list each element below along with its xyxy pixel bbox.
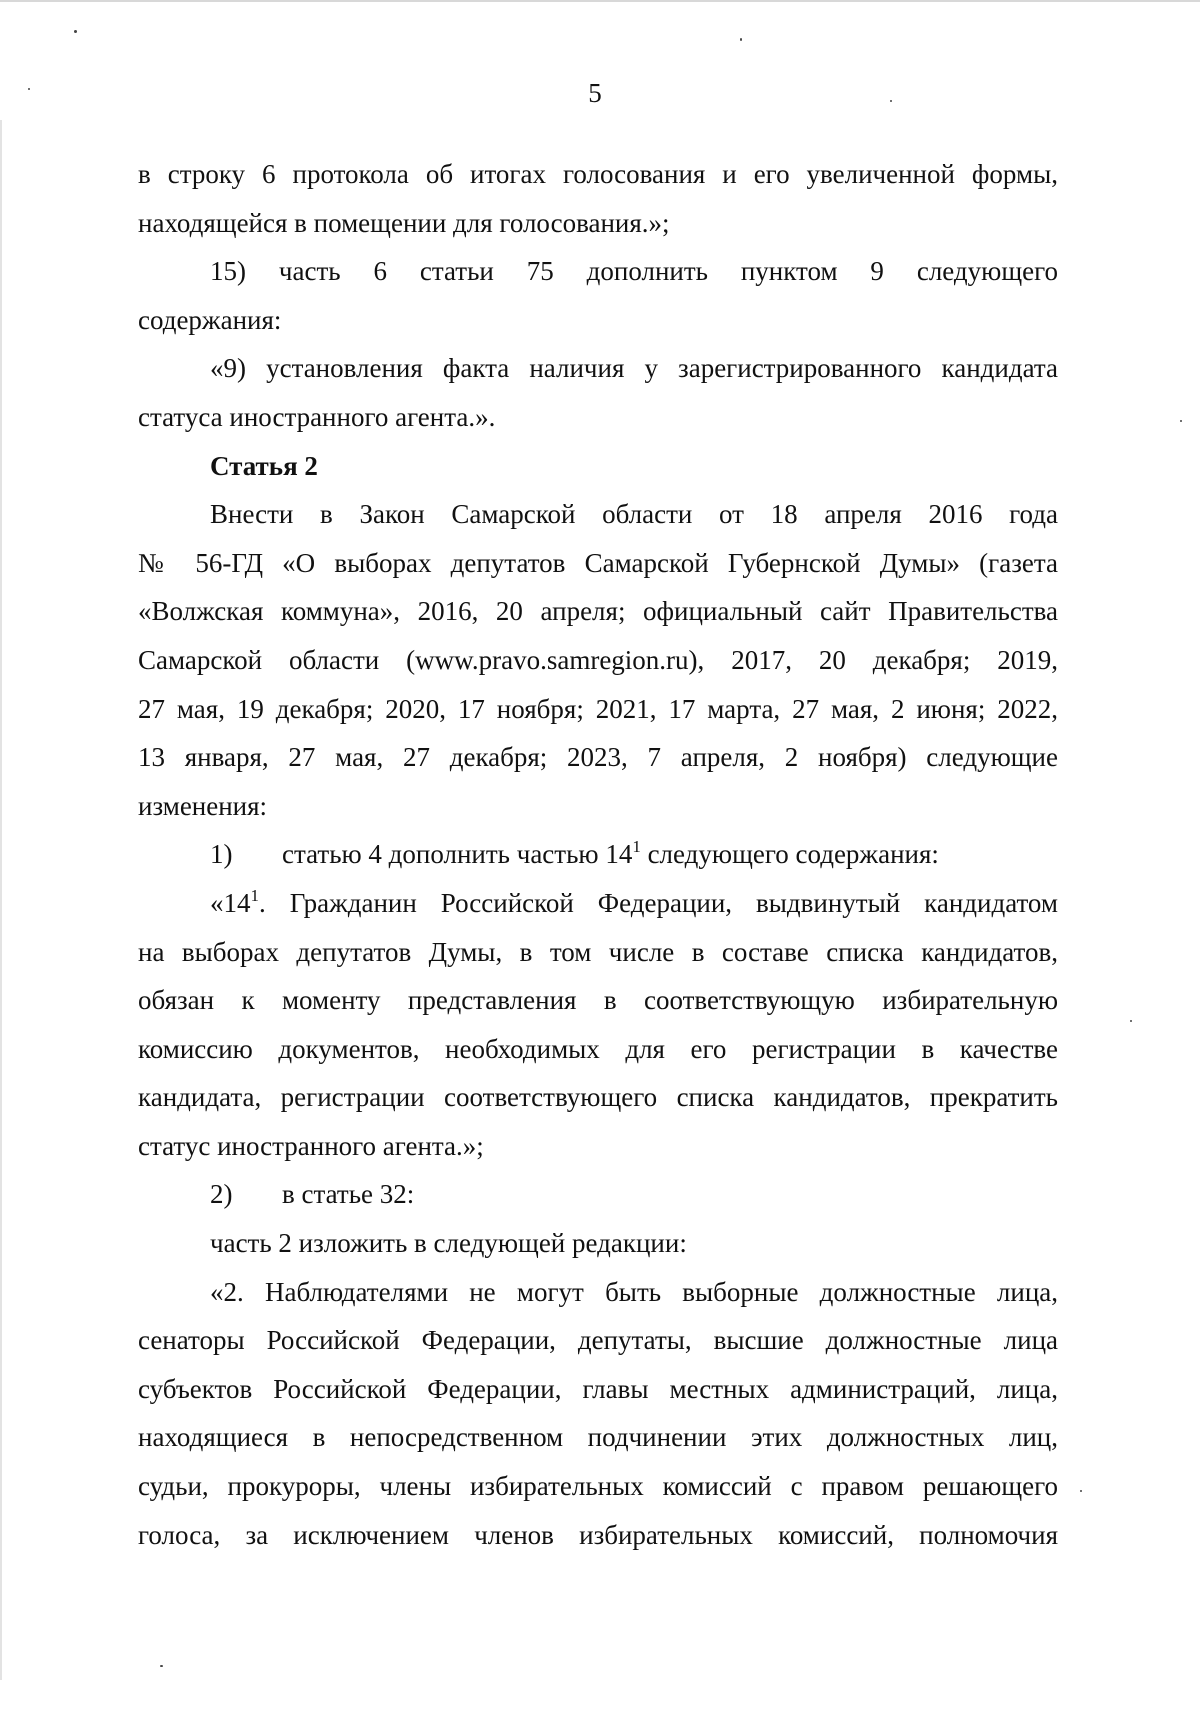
- text-line: находящейся в помещении для голосования.»;: [138, 207, 670, 238]
- scan-speck: [890, 100, 892, 102]
- paragraph: [138, 879, 1058, 1171]
- text-line: на выборах депутатов Думы, в том числе в составе списка кандидатов,: [138, 936, 1058, 967]
- text-line: находящиеся в непосредственном подчинении этих должностных лиц,: [138, 1422, 1058, 1453]
- item-number: 15): [210, 256, 246, 287]
- paragraph: [138, 150, 1058, 247]
- text-line: «Волжская коммуна», 2016, 20 апреля; официальный сайт Правительства: [138, 596, 1058, 627]
- scan-speck: [1180, 420, 1182, 422]
- text-fragment: следующего содержания:: [640, 839, 939, 870]
- text-line: [138, 247, 1058, 296]
- superscript: 1: [250, 885, 259, 905]
- text-line: 27 мая, 19 декабря; 2020, 17 ноября; 2021, 17 марта, 27 мая, 2 июня; 2022,: [138, 693, 1058, 724]
- scan-speck: [160, 1665, 163, 1667]
- paragraph: [138, 490, 1058, 830]
- text-fragment: часть 2 изложить в следующей редакции:: [210, 1228, 687, 1259]
- text-line: субъектов Российской Федерации, главы местных администраций, лица,: [138, 1373, 1058, 1404]
- scan-speck: [1130, 1020, 1132, 1022]
- paragraph: [138, 344, 1058, 441]
- text-line: 13 января, 27 мая, 27 декабря; 2023, 7 апреля, 2 ноября) следующие: [138, 742, 1058, 773]
- text-fragment: «14: [210, 887, 251, 918]
- text-line: статуса иностранного агента.».: [138, 401, 496, 432]
- text-fragment: статью 4 дополнить частью 14: [282, 839, 633, 870]
- scan-speck: [1080, 1490, 1082, 1492]
- text-fragment: . Гражданин Российской Федерации, выдвинутый кандидатом: [259, 887, 1058, 918]
- text-line: Внести в Закон Самарской области от 18 апреля 2016 года: [210, 499, 1058, 530]
- list-item: [138, 1170, 1058, 1219]
- text-line: сенаторы Российской Федерации, депутаты, высшие должностные лица: [138, 1325, 1058, 1356]
- scan-speck: [28, 88, 30, 90]
- text-line: кандидата, регистрации соответствующего списка кандидатов, прекратить: [138, 1082, 1058, 1113]
- scan-edge: [0, 120, 2, 1680]
- document-body: [138, 150, 1058, 1559]
- paragraph: [138, 247, 1058, 344]
- text-line: изменения:: [138, 790, 268, 821]
- text-line: содержания:: [138, 304, 282, 335]
- text-fragment: часть 6 статьи 75 дополнить пунктом 9 следующего: [278, 256, 1059, 287]
- text-line: № 56-ГД «О выборах депутатов Самарской Губернской Думы» (газета: [138, 547, 1058, 578]
- list-item: [138, 830, 1058, 879]
- item-number: 2): [210, 1179, 233, 1210]
- page-number: 5: [588, 78, 602, 108]
- article-heading: Статья 2: [210, 450, 318, 481]
- text-line: комиссию документов, необходимых для его регистрации в качестве: [138, 1033, 1058, 1064]
- text-line: Самарской области (www.pravo.samregion.ru), 2017, 20 декабря; 2019,: [138, 644, 1058, 675]
- text-line: статус иностранного агента.»;: [138, 1130, 484, 1161]
- text-line: обязан к моменту представления в соответствующую избирательную: [138, 985, 1058, 1016]
- scan-edge: [0, 0, 1200, 2]
- item-number: 1): [210, 839, 233, 870]
- text-line: голоса, за исключением членов избирательных комиссий, полномочия: [138, 1519, 1058, 1550]
- text-line: судьи, прокуроры, члены избирательных комиссий с правом решающего: [138, 1471, 1058, 1502]
- text-fragment: в статье 32:: [282, 1179, 415, 1210]
- text-line: в строку 6 протокола об итогах голосования и его увеличенной формы,: [138, 159, 1058, 189]
- scan-speck: [74, 30, 77, 33]
- scan-speck: [740, 38, 742, 41]
- paragraph: [138, 1268, 1058, 1560]
- superscript: 1: [632, 837, 641, 857]
- text-line: [138, 879, 1058, 928]
- text-line: «2. Наблюдателями не могут быть выборные должностные лица,: [210, 1276, 1058, 1307]
- text-line: «9) установления факта наличия у зарегистрированного кандидата: [210, 353, 1058, 384]
- paragraph: [138, 1219, 1058, 1268]
